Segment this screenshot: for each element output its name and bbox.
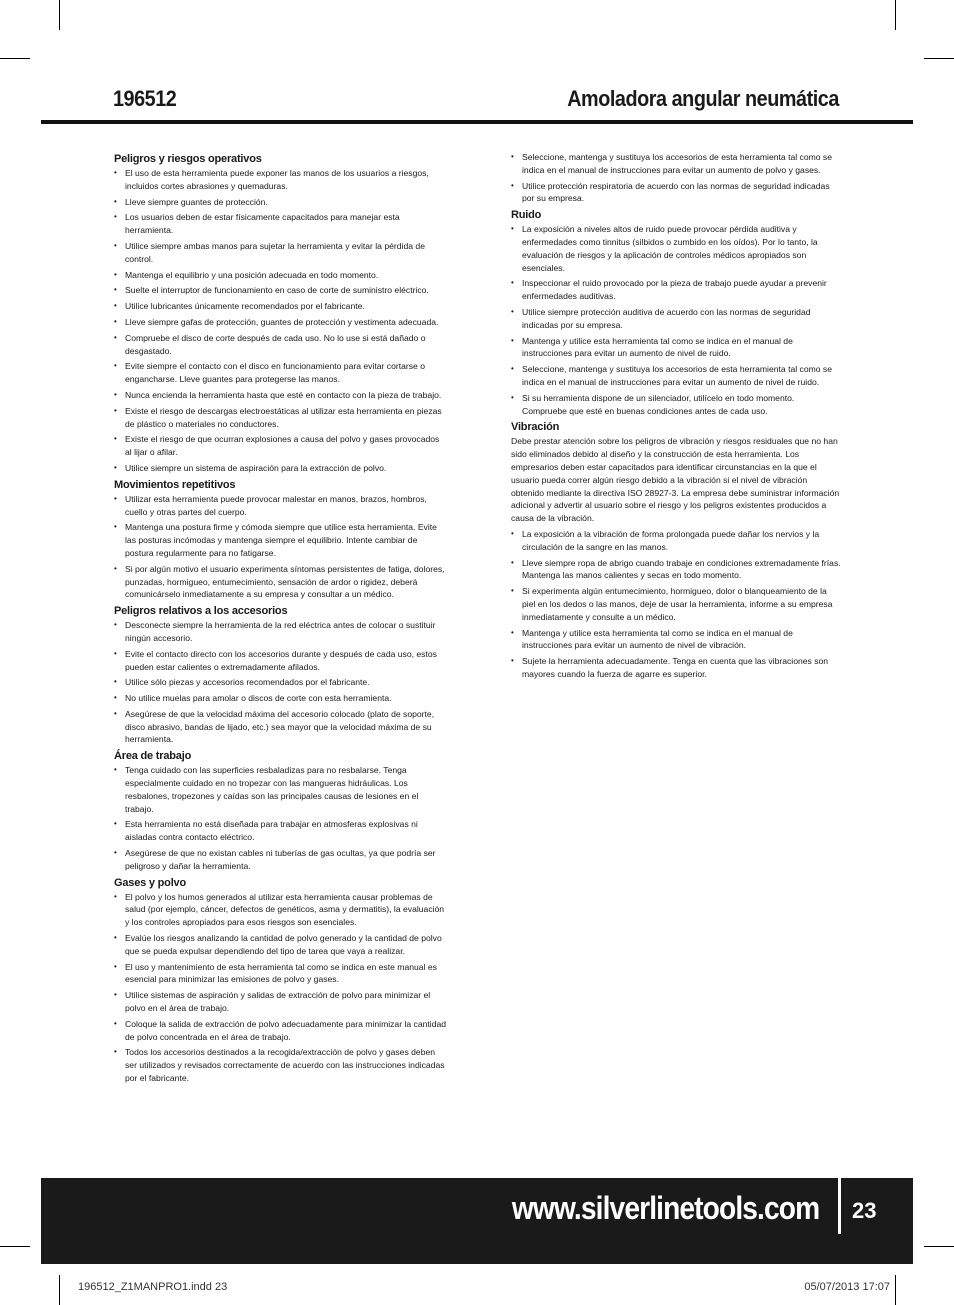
ruido-bullets xyxy=(511,223,841,417)
list-item: • Lleve siempre ropa de abrigo cuando trabaje en condiciones extremadamente frías. Mantenga las manos calientes y secas en todo momento. xyxy=(511,557,841,583)
list-item: • Asegúrese de que la velocidad máxima del accesorio colocado (plato de soporte, disco abrasivo, bandas de lijado, etc.) sea mayor que la velocidad máxima de su herramienta. xyxy=(114,708,448,746)
section-title: Peligros y riesgos operativos xyxy=(114,153,262,165)
list-item: • La exposición a niveles altos de ruido puede provocar pérdida auditiva y enfermedades como tinnitus (silbidos o zumbido en los oídos). Por lo tanto, la evaluación de riesgos y la aplicación de controles médicos apropiados son esenciales. xyxy=(511,223,841,274)
crop-mark xyxy=(0,1246,30,1247)
list-item: • Utilice siempre protección auditiva de acuerdo con las normas de seguridad indicadas por su empresa. xyxy=(511,306,841,332)
slug-filename: 196512_Z1MANPRO1.indd 23 xyxy=(78,1281,228,1293)
list-item: • Lleve siempre guantes de protección. xyxy=(114,196,448,209)
crop-mark xyxy=(895,1275,896,1305)
section-title-ruido: Ruido xyxy=(511,209,542,222)
list-item: • Mantenga una postura firme y cómoda siempre que utilice esta herramienta. Evite las posturas incómodas y mantenga siempre el equilibrio. Intente cambiar de postura regularmente para no fatigarse. xyxy=(114,521,448,559)
crop-mark xyxy=(0,58,30,59)
list-item: • Mantenga el equilibrio y una posición adecuada en todo momento. xyxy=(114,269,448,282)
list-item: • Seleccione, mantenga y sustituya los accesorios de esta herramienta tal como se indica en el manual de instrucciones para evitar un aumento de polvo y gases. xyxy=(511,151,841,177)
list-item: • Esta herramienta no está diseñada para trabajar en atmosferas explosivas ni aisladas contra contacto eléctrico. xyxy=(114,818,448,844)
list-item: • Desconecte siempre la herramienta de la red eléctrica antes de colocar o sustituir ningún accesorio. xyxy=(114,619,448,645)
section-title: Área de trabajo xyxy=(114,750,192,763)
vibracion-bullets xyxy=(511,528,841,681)
section-bullets xyxy=(114,167,448,475)
list-item: • Todos los accesorios destinados a la recogida/extracción de polvo y gases deben ser utilizados y revisados correctamente de acuerdo con las instrucciones indicadas por el fabricante. xyxy=(114,1046,448,1084)
list-item: • No utilice muelas para amolar o discos de corte con esta herramienta. xyxy=(114,692,448,705)
section-title: Peligros relativos a los accesorios xyxy=(114,605,288,618)
section-bullets xyxy=(114,891,448,1085)
left-column xyxy=(114,151,448,1088)
list-item: • El polvo y los humos generados al utilizar esta herramienta causar problemas de salud (por ejemplo, cáncer, defectos de genéticos, asma y dermatitis), la evaluación y los controles apropiados para esos riesgos son esenciales. xyxy=(114,891,448,929)
footer-separator xyxy=(838,1178,841,1234)
crop-mark xyxy=(59,0,60,30)
list-item: • Suelte el interruptor de funcionamiento en caso de corte de suministro eléctrico. xyxy=(114,284,448,297)
list-item: • Evite siempre el contacto con el disco en funcionamiento para evitar cortarse o engancharse. Lleve guantes para protegerse las manos. xyxy=(114,360,448,386)
list-item: • Si por algún motivo el usuario experimenta síntomas persistentes de fatiga, dolores, punzadas, hormigueo, entumecimiento, sensación de ardor o rigidez, deberá comunicárselo inmediatamente a su empresa y consultar a un médico. xyxy=(114,563,448,601)
list-item: • Utilice siempre un sistema de aspiración para la extracción de polvo. xyxy=(114,462,448,475)
list-item: • Utilice siempre ambas manos para sujetar la herramienta y evitar la pérdida de control. xyxy=(114,240,448,266)
list-item: • Existe el riesgo de que ocurran explosiones a causa del polvo y gases provocados al lijar o afilar. xyxy=(114,433,448,459)
vibracion-intro: Debe prestar atención sobre los peligros de vibración y riesgos residuales que no han sido eliminados debido al diseño y la construcción de esta herramienta. Los empresarios deben estar capacitados para identificar circunstancias en la que el usuario pueda correr algún riesgo debido a la vibración si el nivel de vibración obtenido mediante la directiva ISO 28927-3. La empresa debe suministrar información adicional y advertir al usuario sobre el riesgo y los peligros existentes producidos a causa de la vibración. xyxy=(511,436,840,524)
list-item: • Mantenga y utilice esta herramienta tal como se indica en el manual de instrucciones para evitar un aumento de nivel de ruido. xyxy=(511,335,841,361)
list-item: • Sujete la herramienta adecuadamente. Tenga en cuenta que las vibraciones son mayores cuando la fuerza de agarre es superior. xyxy=(511,655,841,681)
website-link[interactable]: www.silverlinetools.com xyxy=(511,1190,819,1226)
slug-datetime: 05/07/2013 17:07 xyxy=(804,1281,890,1293)
list-item: • Evite el contacto directo con los accesorios durante y después de cada uso, estos pueden estar calientes o extremadamente afilados. xyxy=(114,648,448,674)
product-code: 196512 xyxy=(113,86,177,111)
list-item: • El uso y mantenimiento de esta herramienta tal como se indica en este manual es esencial para minimizar las emisiones de polvo y gases. xyxy=(114,961,448,987)
list-item: • Evalúe los riesgos analizando la cantidad de polvo generado y la cantidad de polvo que se pueda expulsar dependiendo del tipo de tarea que vaya a realizar. xyxy=(114,932,448,958)
section-bullets xyxy=(114,493,448,601)
list-item: • Nunca encienda la herramienta hasta que esté en contacto con la pieza de trabajo. xyxy=(114,389,448,402)
section-title: Movimientos repetitivos xyxy=(114,478,236,491)
accessory-bullets xyxy=(511,151,841,205)
list-item: • Tenga cuidado con las superficies resbaladizas para no resbalarse. Tenga especialmente cuidado en no tropezar con las mangueras hidráulicas. Los resbalones, tropezones y caídas son las principales causas de lesiones en el trabajo. xyxy=(114,764,448,815)
crop-mark xyxy=(59,1275,60,1305)
list-item: • Si experimenta algún entumecimiento, hormigueo, dolor o blanqueamiento de la piel en los dedos o las manos, deje de usar la herramienta, informe a su empresa inmediatamente y consulte a un médico. xyxy=(511,585,841,623)
list-item: • Utilizar esta herramienta puede provocar malestar en manos, brazos, hombros, cuello y otras partes del cuerpo. xyxy=(114,493,448,519)
list-item: • Los usuarios deben de estar físicamente capacitados para manejar esta herramienta. xyxy=(114,211,448,237)
section-title-vibracion: Vibración xyxy=(511,421,560,434)
list-item: • Existe el riesgo de descargas electroestáticas al utilizar esta herramienta en piezas de plástico o materiales no conductores. xyxy=(114,405,448,431)
list-item: • Compruebe el disco de corte después de cada uso. No lo use si está dañado o desgastado. xyxy=(114,332,448,358)
section-title: Gases y polvo xyxy=(114,876,186,889)
list-item: • El uso de esta herramienta puede exponer las manos de los usuarios a riesgos, incluidos cortes abrasiones y quemaduras. xyxy=(114,167,448,193)
list-item: • Utilice protección respiratoria de acuerdo con las normas de seguridad indicadas por su empresa. xyxy=(511,180,841,206)
section-bullets xyxy=(114,764,448,872)
header-divider xyxy=(41,120,913,124)
crop-mark xyxy=(895,0,896,30)
list-item: • Utilice sólo piezas y accesorios recomendados por el fabricante. xyxy=(114,676,448,689)
crop-mark xyxy=(924,58,954,59)
list-item: • Utilice sistemas de aspiración y salidas de extracción de polvo para minimizar el polvo en el área de trabajo. xyxy=(114,989,448,1015)
list-item: • La exposición a la vibración de forma prolongada puede dañar los nervios y la circulación de la sangre en las manos. xyxy=(511,528,841,554)
list-item: • Lleve siempre gafas de protección, guantes de protección y vestimenta adecuada. xyxy=(114,316,448,329)
list-item: • Utilice lubricantes únicamente recomendados por el fabricante. xyxy=(114,300,448,313)
section-bullets xyxy=(114,619,448,746)
list-item: • Si su herramienta dispone de un silenciador, utilícelo en todo momento. Compruebe que esté en buenas condiciones antes de cada uso. xyxy=(511,392,841,418)
page-number: 23 xyxy=(852,1198,877,1223)
page-title: Amoladora angular neumática xyxy=(567,86,839,111)
list-item: • Mantenga y utilice esta herramienta tal como se indica en el manual de instrucciones para evitar un aumento de nivel de vibración. xyxy=(511,627,841,653)
list-item: • Seleccione, mantenga y sustituya los accesorios de esta herramienta tal como se indica en el manual de instrucciones para evitar un aumento de nivel de ruido. xyxy=(511,363,841,389)
crop-mark xyxy=(924,1246,954,1247)
list-item: • Asegúrese de que no existan cables ni tuberías de gas ocultas, ya que podría ser peligroso y dañar la herramienta. xyxy=(114,847,448,873)
list-item: • Inspeccionar el ruido provocado por la pieza de trabajo puede ayudar a prevenir enfermedades auditivas. xyxy=(511,277,841,303)
list-item: • Coloque la salida de extracción de polvo adecuadamente para minimizar la cantidad de polvo concentrada en el área de trabajo. xyxy=(114,1018,448,1044)
right-column xyxy=(511,151,841,684)
